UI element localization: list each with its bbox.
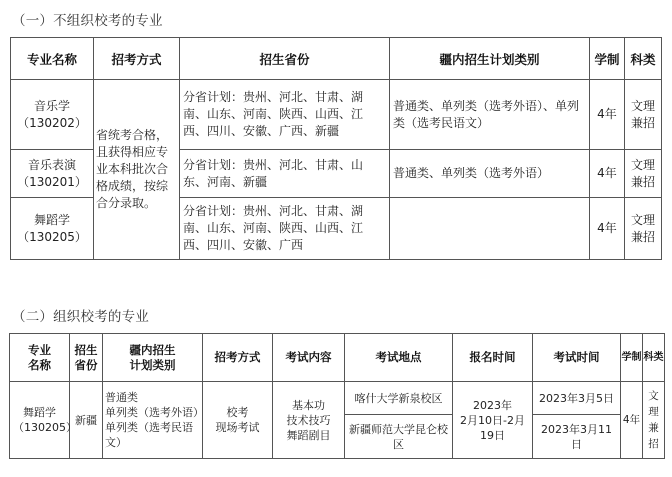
plan-category: 普通类、单列类（选考外语）、单列类（选考民语文） <box>390 80 590 150</box>
header-major-name <box>10 334 70 382</box>
province: 新疆 <box>70 382 103 459</box>
header-admission-method: 招考方式 <box>94 38 180 80</box>
exam-content-cell <box>273 382 345 459</box>
major-code: （130205） <box>17 229 87 244</box>
header-line: 疆内招生 <box>129 342 176 357</box>
exam-time-1: 2023年3月5日 <box>533 382 621 415</box>
subject-cell <box>625 198 662 260</box>
table-header-row <box>11 38 662 80</box>
plan-category: 普通类、单列类（选考外语） <box>390 150 590 198</box>
header-subject: 科类 <box>643 334 665 382</box>
plan-category-cell <box>103 382 203 459</box>
exam-content-line: 基本功 <box>292 398 325 412</box>
table-header-row <box>10 334 665 382</box>
header-plan-category <box>103 334 203 382</box>
exam-content-line: 舞蹈剧目 <box>286 428 331 442</box>
admission-method: 省统考合格，且获得相应专业本科批次合格成绩，按综合分录取。 <box>94 80 180 260</box>
subject: 文理兼招 <box>643 382 665 459</box>
admission-method-line: 校考 <box>226 406 249 419</box>
major-code: （130205） <box>13 421 77 434</box>
duration: 4年 <box>590 80 625 150</box>
exam-majors-table <box>9 333 665 459</box>
registration-year: 2023年 <box>473 398 512 412</box>
header-admission-method: 招考方式 <box>203 334 273 382</box>
subject-line2: 兼招 <box>630 115 655 130</box>
subject-cell <box>625 150 662 198</box>
major-name: 舞蹈学 <box>23 406 56 419</box>
section1-heading: （一）不组织校考的专业 <box>12 13 163 29</box>
header-line: 计划类别 <box>129 357 176 372</box>
header-registration-time: 报名时间 <box>453 334 533 382</box>
header-major-name: 专业名称 <box>11 38 94 80</box>
duration: 4年 <box>621 382 643 459</box>
admission-method-cell <box>203 382 273 459</box>
non-exam-majors-table <box>10 37 662 260</box>
major-code: （130201） <box>17 174 87 189</box>
header-line: 省份 <box>74 357 98 372</box>
table-row <box>10 382 665 415</box>
major-name: 音乐表演 <box>27 157 76 172</box>
header-provinces: 招生省份 <box>180 38 390 80</box>
subject-cell <box>625 80 662 150</box>
header-duration: 学制 <box>590 38 625 80</box>
plan-category-line: 单列类（选考外语） <box>105 406 204 419</box>
major-name-cell <box>10 382 77 459</box>
header-line: 招生 <box>74 342 98 357</box>
subject-line2: 兼招 <box>630 229 655 244</box>
plan-category-line: 单列类（选考民语文） <box>105 421 193 449</box>
exam-location-1: 喀什大学新泉校区 <box>345 382 453 415</box>
subject-line1: 文理 <box>630 212 655 227</box>
plan-category <box>390 198 590 260</box>
subject-line2: 兼招 <box>630 174 655 189</box>
exam-location-2: 新疆师范大学昆仑校区 <box>345 415 453 459</box>
header-exam-time: 考试时间 <box>533 334 621 382</box>
admission-method-line: 现场考试 <box>215 421 260 434</box>
provinces: 分省计划：贵州、河北、甘肃、湖南、山东、河南、陕西、山西、江西、四川、安徽、广西、新疆 <box>180 80 390 150</box>
registration-range: 2月10日-2月19日 <box>460 413 525 442</box>
table-row <box>11 80 662 150</box>
header-line: 专业 <box>28 342 51 357</box>
provinces: 分省计划：贵州、河北、甘肃、湖南、山东、河南、陕西、山西、江西、四川、安徽、广西 <box>180 198 390 260</box>
subject-line1: 文理 <box>630 157 655 172</box>
major-name-cell <box>11 80 94 150</box>
subject-line1: 文理 <box>630 98 655 113</box>
major-name-cell <box>11 150 94 198</box>
major-code: （130202） <box>17 115 87 130</box>
plan-category-line: 普通类 <box>105 391 138 404</box>
major-name-cell <box>11 198 94 260</box>
major-name: 音乐学 <box>33 98 70 113</box>
header-plan-category: 疆内招生计划类别 <box>390 38 590 80</box>
header-duration: 学制 <box>621 334 643 382</box>
registration-time-cell <box>453 382 533 459</box>
duration: 4年 <box>590 198 625 260</box>
header-province <box>70 334 103 382</box>
header-exam-location: 考试地点 <box>345 334 453 382</box>
provinces: 分省计划：贵州、河北、甘肃、山东、河南、新疆 <box>180 150 390 198</box>
exam-time-2: 2023年3月11日 <box>533 415 621 459</box>
header-subject: 科类 <box>625 38 662 80</box>
duration: 4年 <box>590 150 625 198</box>
exam-content-line: 技术技巧 <box>286 413 331 427</box>
header-line: 名称 <box>28 357 51 372</box>
section2-heading: （二）组织校考的专业 <box>12 309 149 325</box>
header-exam-content: 考试内容 <box>273 334 345 382</box>
major-name: 舞蹈学 <box>33 212 70 227</box>
